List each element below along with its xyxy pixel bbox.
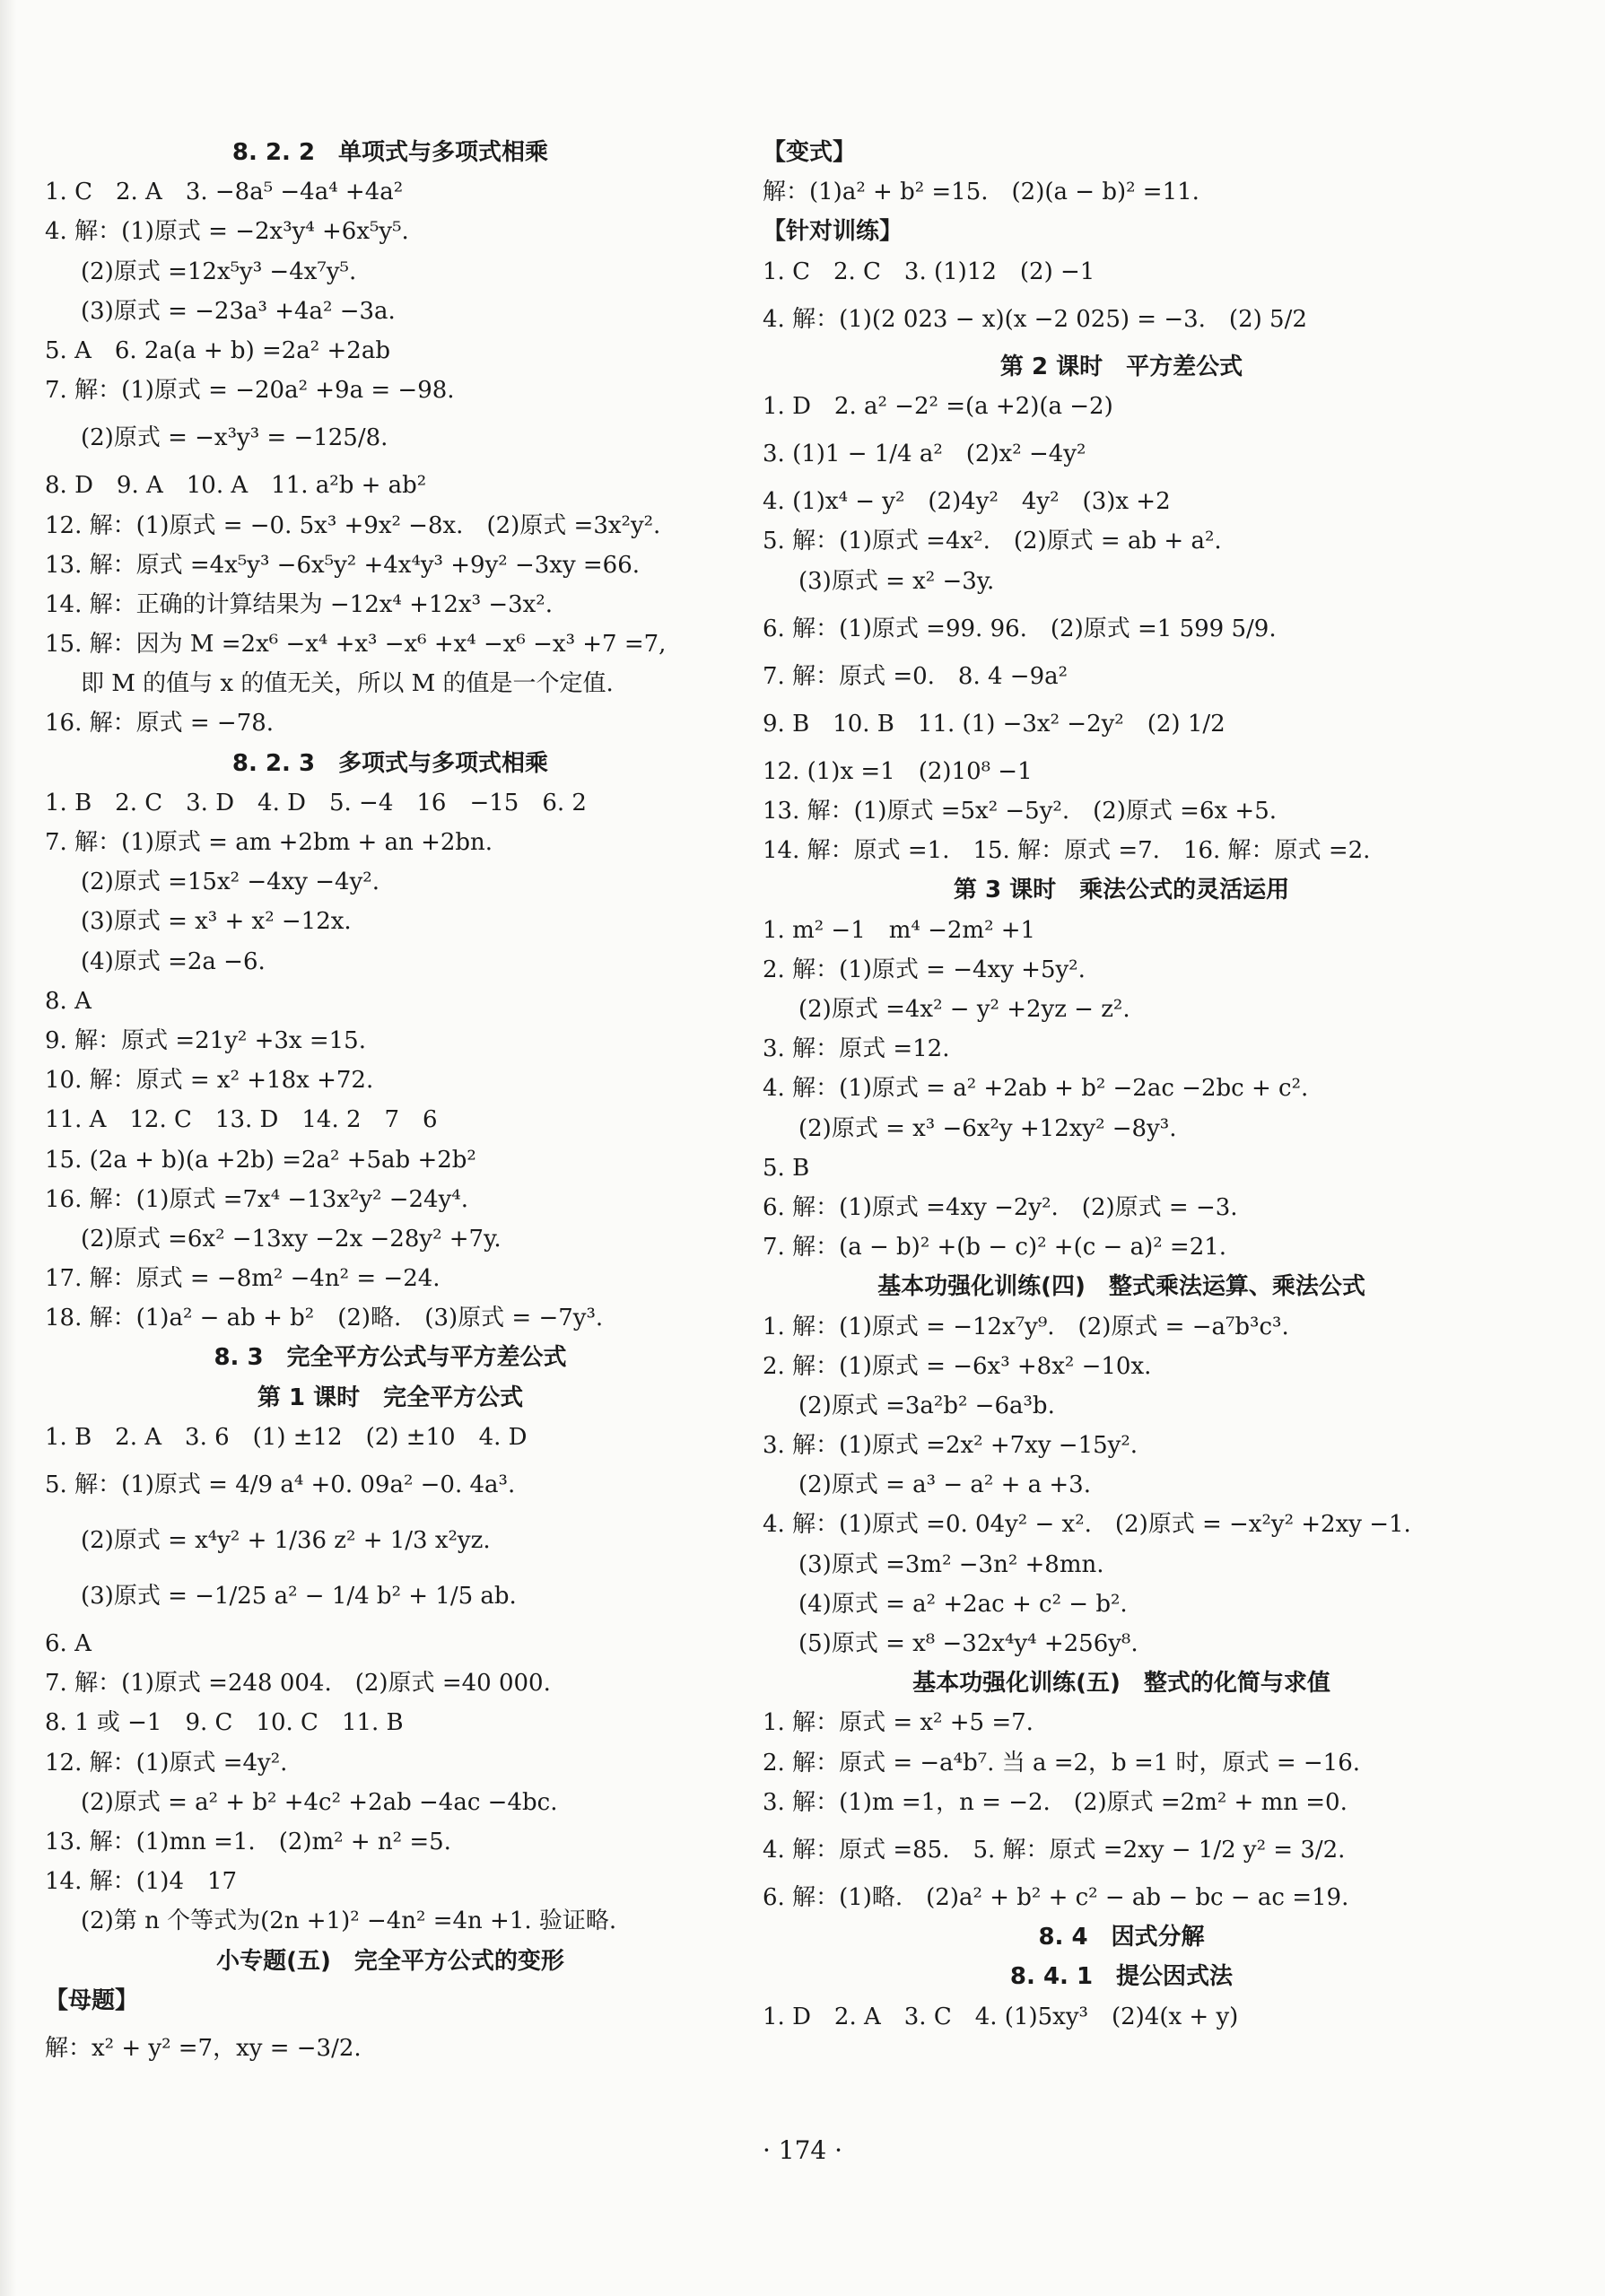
answer-line: 9. 解：原式 =21y² +3x =15.: [45, 1026, 366, 1054]
section-heading: 基本功强化训练(四) 整式乘法运算、乘法公式: [877, 1273, 1365, 1301]
answer-line: (2)原式 = x³ −6x²y +12xy² −8y³.: [798, 1114, 1177, 1142]
answer-line: (2)原式 =12x⁵y³ −4x⁷y⁵.: [81, 258, 357, 285]
answer-line: 13. 解：(1)原式 =5x² −5y². (2)原式 =6x +5.: [763, 798, 1278, 825]
answer-line: 2. 解：(1)原式 = −4xy +5y².: [763, 956, 1086, 983]
answer-line: 1. B 2. C 3. D 4. D 5. −4 16 −15 6. 2: [45, 789, 587, 816]
answer-line: 14. 解：原式 =1. 15. 解：原式 =7. 16. 解：原式 =2.: [763, 837, 1371, 865]
answer-line: (2)原式 = a² + b² +4c² +2ab −4ac −4bc.: [81, 1788, 558, 1816]
subsection-label: 【变式】: [763, 139, 857, 166]
section-heading: 第 3 课时 乘法公式的灵活运用: [953, 877, 1290, 904]
section-heading: 8. 4. 1 提公因式法: [1009, 1963, 1234, 1991]
answer-line: 8. 1 或 −1 9. C 10. C 11. B: [45, 1709, 404, 1737]
answer-line: 1. D 2. a² −2² =(a +2)(a −2): [763, 392, 1113, 420]
answer-line: 5. 解：(1)原式 =4x². (2)原式 = ab + a².: [763, 528, 1222, 555]
answer-line: (2)原式 =15x² −4xy −4y².: [81, 869, 379, 896]
answer-line: 4. 解：(1)原式 = a² +2ab + b² −2ac −2bc + c².: [763, 1075, 1309, 1103]
answer-line: 4. 解：原式 =85. 5. 解：原式 =2xy − 1/2 y² = 3/2.: [763, 1836, 1346, 1864]
answer-line: 解：(1)a² + b² =15. (2)(a − b)² =11.: [763, 179, 1199, 206]
answer-line: (3)原式 = −1/25 a² − 1/4 b² + 1/5 ab.: [81, 1583, 517, 1610]
answer-line: 5. A 6. 2a(a + b) =2a² +2ab: [45, 336, 390, 364]
section-heading: 8. 2. 3 多项式与多项式相乘: [231, 749, 549, 777]
section-heading: 8. 3 完全平方公式与平方差公式: [214, 1344, 567, 1372]
section-heading: 8. 4 因式分解: [1038, 1924, 1205, 1951]
answer-line: 1. 解：(1)原式 = −12x⁷y⁹. (2)原式 = −a⁷b³c³.: [763, 1313, 1289, 1340]
answer-line: 6. 解：(1)原式 =99. 96. (2)原式 =1 599 5/9.: [763, 615, 1277, 642]
answer-line: 12. 解：(1)原式 =4y².: [45, 1749, 288, 1777]
answer-line: 2. 解：(1)原式 = −6x³ +8x² −10x.: [763, 1352, 1152, 1380]
answer-line: 7. 解：(1)原式 = am +2bm + an +2bn.: [45, 829, 493, 856]
answer-line: (4)原式 = a² +2ac + c² − b².: [798, 1590, 1128, 1618]
answer-line: 7. 解：(1)原式 = −20a² +9a = −98.: [45, 377, 455, 405]
answer-line: 1. D 2. A 3. C 4. (1)5xy³ (2)4(x + y): [763, 2003, 1239, 2030]
section-heading: 8. 2. 2 单项式与多项式相乘: [231, 139, 549, 166]
answer-line: 16. 解：原式 = −78.: [45, 710, 275, 738]
subsection-label: 【母题】: [45, 1986, 139, 2014]
answer-line: 1. C 2. A 3. −8a⁵ −4a⁴ +4a²: [45, 179, 404, 206]
answer-line: (2)原式 =4x² − y² +2yz − z².: [798, 996, 1130, 1023]
answer-line: 4. (1)x⁴ − y² (2)4y² 4y² (3)x +2: [763, 488, 1171, 516]
page-number: · 174 ·: [762, 2135, 843, 2165]
answer-line: 12. 解：(1)原式 = −0. 5x³ +9x² −8x. (2)原式 =3x²y².: [45, 511, 661, 539]
answer-line: 13. 解：(1)mn =1. (2)m² + n² =5.: [45, 1828, 451, 1855]
answer-line: 4. 解：(1)原式 = −2x³y⁴ +6x⁵y⁵.: [45, 218, 409, 246]
answer-line: (3)原式 = −23a³ +4a² −3a.: [81, 297, 396, 325]
answer-line: 6. 解：(1)略. (2)a² + b² + c² − ab − bc − ac =19.: [763, 1883, 1349, 1911]
answer-line: 1. B 2. A 3. 6 (1) ±12 (2) ±10 4. D: [45, 1423, 528, 1451]
answer-line: (5)原式 = x⁸ −32x⁴y⁴ +256y⁸.: [798, 1630, 1138, 1657]
answer-line: 4. 解：(1)原式 =0. 04y² − x². (2)原式 = −x²y² +2xy −1.: [763, 1511, 1411, 1539]
answer-line: (2)原式 = x⁴y² + 1/36 z² + 1/3 x²yz.: [81, 1527, 491, 1554]
section-heading: 第 1 课时 完全平方公式: [257, 1384, 524, 1411]
answer-line: 2. 解：原式 = −a⁴b⁷. 当 a =2，b =1 时，原式 = −16.: [763, 1749, 1360, 1777]
answer-line: 11. A 12. C 13. D 14. 2 7 6: [45, 1106, 438, 1134]
answer-line: (2)第 n 个等式为(2n +1)² −4n² =4n +1. 验证略.: [81, 1908, 617, 1935]
answer-line: 8. D 9. A 10. A 11. a²b + ab²: [45, 472, 427, 500]
answer-line: 9. B 10. B 11. (1) −3x² −2y² (2) 1/2: [763, 710, 1226, 738]
answer-line: 5. B: [763, 1154, 810, 1182]
answer-line: 解：x² + y² =7，xy = −3/2.: [45, 2034, 362, 2062]
answer-line: 14. 解：正确的计算结果为 −12x⁴ +12x³ −3x².: [45, 590, 553, 618]
answer-line: (4)原式 =2a −6.: [81, 947, 266, 975]
answer-line: 1. m² −1 m⁴ −2m² +1: [763, 916, 1036, 944]
answer-line: 5. 解：(1)原式 = 4/9 a⁴ +0. 09a² −0. 4a³.: [45, 1471, 516, 1498]
answer-line: (3)原式 = x³ + x² −12x.: [81, 908, 352, 936]
answer-line: 15. 解：因为 M =2x⁶ −x⁴ +x³ −x⁶ +x⁴ −x⁶ −x³ +7 =7,: [45, 631, 667, 659]
section-heading: 第 2 课时 平方差公式: [999, 353, 1243, 380]
answer-line: 3. (1)1 − 1/4 a² (2)x² −4y²: [763, 441, 1086, 468]
answer-line: 3. 解：(1)m =1，n = −2. (2)原式 =2m² + mn =0.: [763, 1788, 1348, 1816]
subsection-label: 【针对训练】: [763, 218, 903, 246]
answer-line: (2)原式 =3a²b² −6a³b.: [798, 1392, 1055, 1419]
answer-line: 8. A: [45, 987, 92, 1015]
answer-line: (3)原式 = x² −3y.: [798, 567, 995, 595]
answer-line: 7. 解：(a − b)² +(b − c)² +(c − a)² =21.: [763, 1234, 1227, 1261]
section-heading: 小专题(五) 完全平方公式的变形: [216, 1947, 564, 1975]
answer-line: (3)原式 =3m² −3n² +8mn.: [798, 1550, 1104, 1578]
answer-line: 10. 解：原式 = x² +18x +72.: [45, 1067, 374, 1095]
answer-line: 16. 解：(1)原式 =7x⁴ −13x²y² −24y⁴.: [45, 1185, 468, 1213]
answer-line: (2)原式 = −x³y³ = −125/8.: [81, 424, 388, 452]
scan-shadow: [0, 0, 16, 2296]
answer-line: 7. 解：原式 =0. 8. 4 −9a²: [763, 662, 1069, 690]
answer-line: 15. (2a + b)(a +2b) =2a² +5ab +2b²: [45, 1146, 476, 1174]
answer-line: 18. 解：(1)a² − ab + b² (2)略. (3)原式 = −7y³.: [45, 1305, 604, 1332]
answer-line: 14. 解：(1)4 17: [45, 1868, 238, 1896]
answer-line: 1. 解：原式 = x² +5 =7.: [763, 1709, 1034, 1737]
answer-line: 13. 解：原式 =4x⁵y³ −6x⁵y² +4x⁴y³ +9y² −3xy =66.: [45, 551, 641, 579]
answer-line: 17. 解：原式 = −8m² −4n² = −24.: [45, 1265, 441, 1293]
left-column: [45, 133, 736, 2076]
answer-line: 12. (1)x =1 (2)10⁸ −1: [763, 757, 1033, 785]
answer-line: 3. 解：原式 =12.: [763, 1035, 950, 1063]
answer-line: (2)原式 = a³ − a² + a +3.: [798, 1471, 1091, 1499]
answer-line: 6. 解：(1)原式 =4xy −2y². (2)原式 = −3.: [763, 1193, 1238, 1221]
answer-line: 6. A: [45, 1630, 92, 1657]
answer-line: 即 M 的值与 x 的值无关，所以 M 的值是一个定值.: [81, 670, 614, 698]
answer-line: 7. 解：(1)原式 =248 004. (2)原式 =40 000.: [45, 1670, 551, 1698]
right-column: [763, 133, 1480, 2037]
answer-line: 1. C 2. C 3. (1)12 (2) −1: [763, 258, 1095, 285]
answer-line: 4. 解：(1)(2 023 − x)(x −2 025) = −3. (2) 5/2: [763, 305, 1307, 333]
answer-line: (2)原式 =6x² −13xy −2x −28y² +7y.: [81, 1225, 502, 1253]
answer-line: 3. 解：(1)原式 =2x² +7xy −15y².: [763, 1432, 1138, 1460]
section-heading: 基本功强化训练(五) 整式的化简与求值: [912, 1670, 1330, 1698]
